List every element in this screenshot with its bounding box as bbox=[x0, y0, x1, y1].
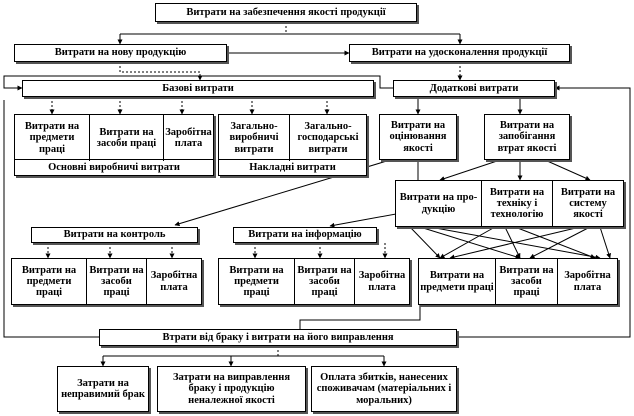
quality-costs-box: Витрати на забезпечення якості продукції bbox=[155, 3, 417, 22]
prevent-tech-cell: Витрати на техніку і технологію bbox=[481, 181, 552, 226]
prevent-labor-means-cell: Витрати на засоби праці bbox=[495, 259, 557, 304]
additional-costs-box: Додаткові витрати bbox=[393, 80, 555, 97]
basic-wages-cell: Заробітна плата bbox=[163, 115, 213, 161]
connector-36 bbox=[600, 227, 610, 258]
info-wages-cell: Заробітна плата bbox=[354, 259, 409, 304]
prevent-product-cell: Витрати на про-дукцію bbox=[399, 192, 478, 215]
overhead-costs-label: Накладні витрати bbox=[219, 159, 366, 175]
control-costs-box: Витрати на контроль bbox=[31, 227, 198, 243]
info-labor-objects-cell: Витрати на предмети праці bbox=[229, 264, 284, 299]
basic-labor-means-cell: Витрати на засоби праці bbox=[89, 115, 163, 161]
connector-5 bbox=[120, 62, 200, 80]
new-product-costs-box: Витрати на нову продукцію bbox=[14, 44, 227, 62]
consumer-damages-box: Оплата збитків, нанесених споживачам (матеріальних і моральних) bbox=[311, 366, 457, 412]
improved-product-costs-box: Витрати на удосконалення продукції bbox=[349, 44, 570, 62]
control-labor-objects-cell: Витрати на предмети праці bbox=[21, 264, 77, 299]
basic-labor-objects-cell: Витрати на предмети праці bbox=[24, 121, 80, 155]
general-business-cell: Загально-господарські витрати bbox=[289, 115, 366, 161]
general-production-cell: Загально-виробничі витрати bbox=[229, 121, 279, 155]
main-production-costs-group bbox=[14, 114, 214, 176]
defect-losses-box: Втрати від браку і витрати на його виправлення bbox=[99, 329, 457, 346]
connector-21 bbox=[545, 160, 590, 180]
prevent-labor-objects-cell: Витрати на предмети праці bbox=[420, 270, 494, 293]
connector-19 bbox=[440, 160, 500, 180]
control-cells-group bbox=[11, 258, 202, 305]
info-labor-means-cell: Витрати на засоби праці bbox=[294, 259, 354, 304]
irreparable-defect-box: Затрати на неправимий брак bbox=[57, 366, 149, 412]
rework-costs-box: Затрати на виправлення браку і продукцію неналежної якості bbox=[157, 366, 306, 412]
control-labor-means-cell: Витрати на засоби праці bbox=[86, 259, 146, 304]
connector-33 bbox=[515, 227, 595, 258]
prevention-costs-box: Витрати на запобігання втрат якості bbox=[484, 114, 570, 160]
evaluation-costs-box: Витрати на оцінювання якості bbox=[379, 114, 457, 160]
prevention-subtypes-group bbox=[395, 180, 624, 227]
prevent-system-cell: Витрати на систему якості bbox=[552, 181, 623, 226]
prevention-cells-group bbox=[418, 258, 618, 305]
control-wages-cell: Заробітна плата bbox=[146, 259, 201, 304]
main-production-costs-label: Основні виробничі витрати bbox=[15, 159, 213, 175]
connector-37 bbox=[300, 305, 420, 329]
basic-costs-bar: Базові витрати bbox=[22, 80, 374, 97]
information-costs-box: Витрати на інформацію bbox=[233, 227, 377, 243]
information-cells-group bbox=[218, 258, 410, 305]
overhead-costs-group bbox=[218, 114, 367, 176]
prevent-wages-cell: Заробітна плата bbox=[557, 259, 617, 304]
